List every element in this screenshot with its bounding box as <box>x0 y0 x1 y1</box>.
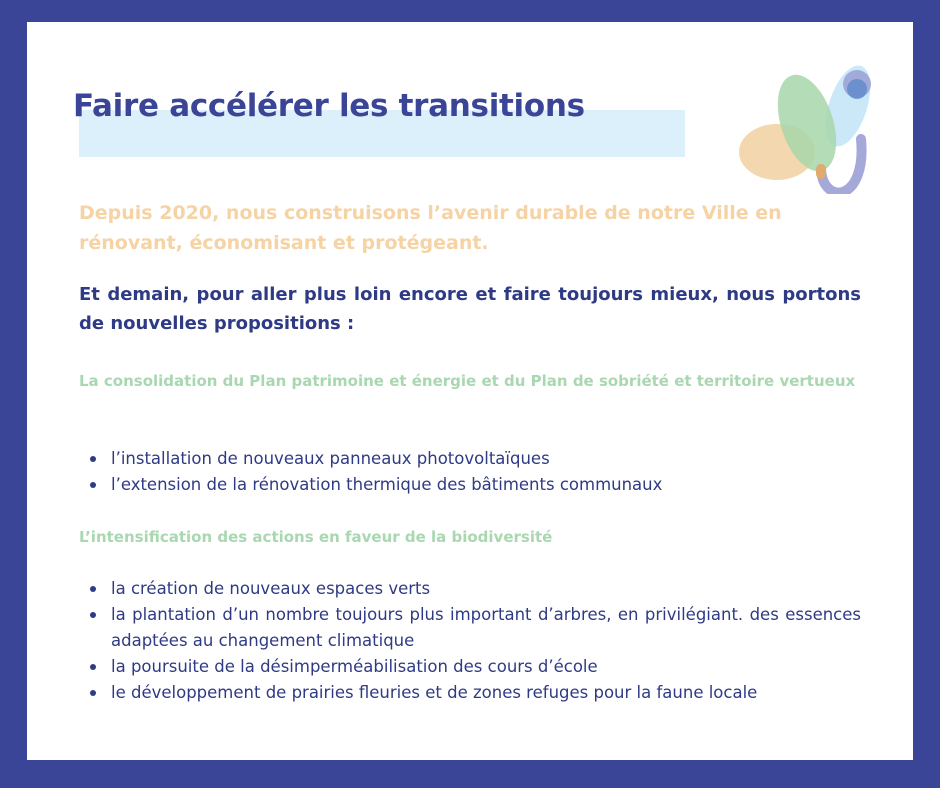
biodiversity-list <box>79 576 861 706</box>
content-card <box>27 22 913 760</box>
bullet-icon <box>90 456 96 462</box>
bullet-icon <box>90 612 96 618</box>
list-item <box>79 446 861 472</box>
page-title: Faire accélérer les transitions <box>73 88 585 124</box>
list-item-text: la poursuite de la désimperméabilisation des cours d’école <box>111 657 598 676</box>
intro-text: Depuis 2020, nous construisons l’avenir durable de notre Ville en rénovant, économisant et protégeant. <box>79 202 782 254</box>
bullet-icon <box>90 482 96 488</box>
section-heading-energy: La consolidation du Plan patrimoine et énergie et du Plan de sobriété et territoire vertueux <box>79 372 856 390</box>
list-item-text: le développement de prairies fleuries et de zones refuges pour la faune locale <box>111 683 758 702</box>
list-item-text: l’extension de la rénovation thermique des bâtiments communaux <box>111 475 663 494</box>
list-item <box>79 472 861 498</box>
energy-list <box>79 446 861 498</box>
list-item <box>79 602 861 654</box>
list-item-text: la plantation d’un nombre toujours plus important d’arbres, en privilégiant. des essences adaptées au changement climatique <box>111 605 861 650</box>
list-item <box>79 680 861 706</box>
bullet-icon <box>90 690 96 696</box>
list-item <box>79 654 861 680</box>
list-item-text: la création de nouveaux espaces verts <box>111 579 431 598</box>
section-heading-biodiversity: L’intensification des actions en faveur de la biodiversité <box>79 528 553 546</box>
abstract-leaf-logo-icon <box>735 44 885 194</box>
list-item <box>79 576 861 602</box>
bullet-icon <box>90 664 96 670</box>
list-item-text: l’installation de nouveaux panneaux photovoltaïques <box>111 449 550 468</box>
bullet-icon <box>90 586 96 592</box>
lead-text: Et demain, pour aller plus loin encore et faire toujours mieux, nous portons de nouvelles propositions : <box>79 284 861 334</box>
